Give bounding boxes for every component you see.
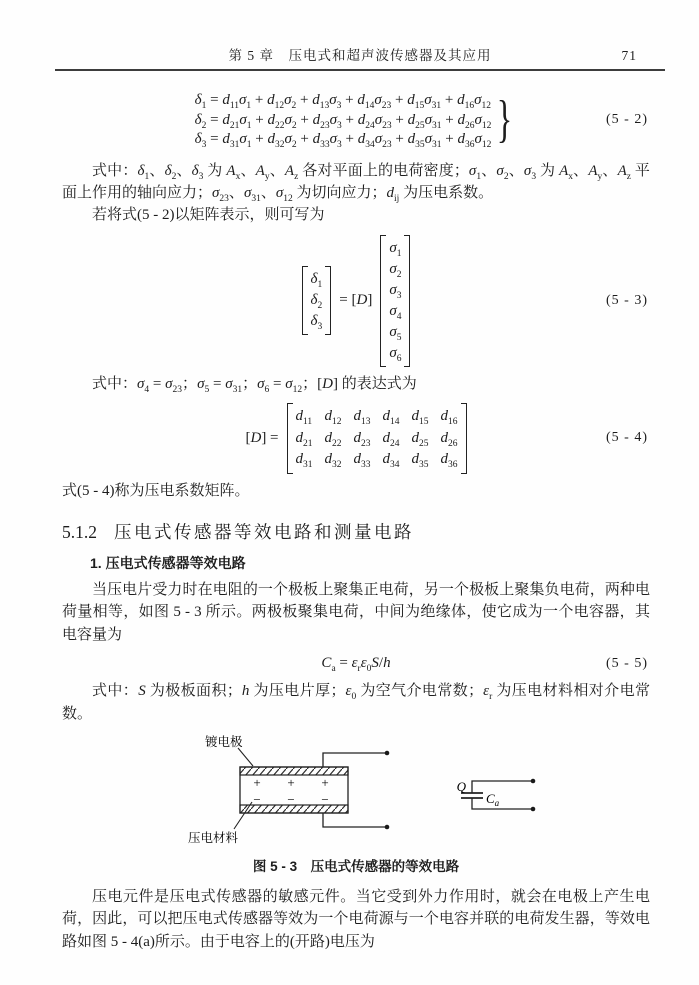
equation-line: $\delta_1 = d_{11}\sigma_1 + d_{12}\sigma_2 + d_{13}\sigma_3 + d_{14}\sigma_{23} + d_{15}\sigma_{31} + d_{16}\sigma_{12}$ xyxy=(194,92,492,111)
section-title: 压电式传感器等效电路和测量电路 xyxy=(114,522,414,543)
vector-entry: $\delta_2$ xyxy=(310,292,323,312)
equation-number: (5 - 3) xyxy=(606,292,648,308)
matrix-cell: $d_{13}$ xyxy=(353,408,371,428)
matrix-cell: $d_{31}$ xyxy=(295,451,313,471)
minus-charge: − xyxy=(253,792,261,808)
system-brace: } xyxy=(497,91,513,149)
sigma-vector xyxy=(380,235,410,367)
terminal-dot xyxy=(385,825,390,830)
plus-charge: + xyxy=(253,775,261,791)
terminal-dot xyxy=(531,779,536,784)
matrix-cell: $d_{15}$ xyxy=(411,408,429,428)
figure-caption: 图 5 - 3 压电式传感器的等效电路 xyxy=(252,859,460,875)
minus-charge: − xyxy=(321,792,329,808)
matrix-cell: $d_{33}$ xyxy=(353,451,371,471)
paragraph-matrix-name: 式(5 - 4)称为压电系数矩阵。 xyxy=(62,482,250,499)
paragraph-sigma-definitions: 式中：$\sigma_4 = \sigma_{23}$；$\sigma_5 = \sigma_{31}$；$\sigma_6 = \sigma_{12}$；[D] 的表达式为 xyxy=(92,375,417,395)
page-content xyxy=(62,91,650,953)
plus-charge: + xyxy=(321,775,329,791)
charge-label: Q xyxy=(456,779,466,795)
matrix-cell: $d_{12}$ xyxy=(324,408,342,428)
equation-5-5 xyxy=(62,655,650,675)
vector-entry: $\sigma_1$ xyxy=(389,239,402,259)
matrix-cell: $d_{34}$ xyxy=(382,451,400,471)
capacitance-label-base: C xyxy=(486,791,495,807)
equation-line: $\delta_3 = d_{31}\sigma_1 + d_{32}\sigma_2 + d_{33}\sigma_3 + d_{34}\sigma_{23} + d_{35}\sigma_{31} + d_{36}\sigma_{12}$ xyxy=(194,131,492,150)
paragraph-matrix-intro: 若将式(5 - 2)以矩阵表示，则可写为 xyxy=(92,207,325,224)
capacitance-formula: $C_a = \varepsilon_r\varepsilon_0S/h$ xyxy=(321,655,391,675)
vector-entry: $\sigma_2$ xyxy=(389,260,402,280)
top-lead-wire xyxy=(323,753,387,767)
electrode-callout-label: 镀电极 xyxy=(205,735,243,750)
paragraph-equivalent-circuit: 压电元件是压电式传感器的敏感元件。当它受到外力作用时，就会在电极上产生电荷，因此，可以把压电式传感器等效为一个电荷源与一个电容并联的电荷发生器，等效电路如图 5 - 4(a)所示。由于电容上的(开路)电压为 xyxy=(62,889,650,950)
matrix-cell: $d_{11}$ xyxy=(295,408,313,428)
equation-5-3 xyxy=(62,235,650,367)
equation-line: $\delta_2 = d_{21}\sigma_1 + d_{22}\sigma_2 + d_{23}\sigma_3 + d_{24}\sigma_{23} + d_{25}\sigma_{31} + d_{26}\sigma_{12}$ xyxy=(194,111,492,131)
section-number: 5.1.2 xyxy=(62,522,97,543)
matrix-cell: $d_{21}$ xyxy=(295,429,313,449)
equation-number: (5 - 2) xyxy=(606,112,648,128)
vector-entry: $\sigma_4$ xyxy=(389,302,402,322)
plus-charge: + xyxy=(287,775,295,791)
capacitor-bottom-wire xyxy=(472,798,533,809)
material-callout-label: 压电材料 xyxy=(188,831,239,846)
page-header xyxy=(55,0,665,71)
d-coefficient-matrix xyxy=(287,403,467,474)
electrode-leader-line xyxy=(238,748,253,766)
vector-entry: $\delta_3$ xyxy=(310,313,323,333)
equation-5-4 xyxy=(62,403,650,474)
terminal-dot xyxy=(385,751,390,756)
figure-5-3-diagram xyxy=(62,729,650,847)
paragraph-charge-accumulation: 当压电片受力时在电阻的一个极板上聚集正电荷，另一个极板上聚集负电荷，两种电荷量相等，如图 5 - 3 所示。两极板聚集电荷，中间为绝缘体，使它成为一个电容器，其电容量为 xyxy=(62,582,650,643)
matrix-cell: $d_{24}$ xyxy=(382,429,400,449)
matrix-cell: $d_{14}$ xyxy=(382,408,400,428)
vector-entry: $\delta_1$ xyxy=(310,271,323,291)
matrix-grid xyxy=(296,406,458,471)
equals-D-operator: = [D] xyxy=(339,292,373,309)
matrix-cell: $d_{25}$ xyxy=(411,429,429,449)
top-electrode-strip xyxy=(240,767,348,775)
matrix-cell: $d_{16}$ xyxy=(440,408,458,428)
capacitance-label xyxy=(486,791,500,808)
paragraph-capacitance-definitions: 式中：S 为极板面积；h 为压电片厚；$\varepsilon_0$ 为空气介电常数；$\varepsilon_r$ 为压电材料相对介电常数。 xyxy=(62,683,650,722)
capacitance-label-subscript: a xyxy=(494,798,500,809)
figure-5-3 xyxy=(62,729,650,875)
matrix-cell: $d_{23}$ xyxy=(353,429,371,449)
bottom-lead-wire xyxy=(323,813,387,827)
matrix-cell: $d_{35}$ xyxy=(411,451,429,471)
equation-5-2 xyxy=(62,91,650,150)
equation-number: (5 - 5) xyxy=(606,655,648,671)
vector-entry: $\sigma_3$ xyxy=(389,281,402,301)
page-number: 71 xyxy=(621,48,637,63)
minus-charge: − xyxy=(287,792,295,808)
matrix-cell: $d_{22}$ xyxy=(324,429,342,449)
matrix-cell: $d_{36}$ xyxy=(440,451,458,471)
paragraph-symbol-definitions: 式中：$\delta_1$、$\delta_2$、$\delta_3$ 为 $A_x$、$A_y$、$A_z$ 各对平面上的电荷密度；$\sigma_1$、$\sigma_2$、$\sigma_3$ 为 $A_x$、$A_y$、$A_z$ 平面上作用的轴向应力；$\sigma_{23}$、$\sigma_{31}$、$\sigma_{12}$ 为切向应力；$d_{ij}$ 为压电系数。 xyxy=(62,162,650,204)
vector-entry: $\sigma_6$ xyxy=(389,344,402,364)
terminal-dot xyxy=(531,807,536,812)
chapter-header-title: 第 5 章 压电式和超声波传感器及其应用 xyxy=(228,48,492,63)
D-matrix-lhs: [D] = xyxy=(245,429,279,446)
delta-vector xyxy=(302,266,332,335)
equation-number: (5 - 4) xyxy=(606,430,648,446)
matrix-cell: $d_{26}$ xyxy=(440,429,458,449)
section-heading-5-1-2 xyxy=(62,519,650,544)
capacitor-top-wire xyxy=(472,781,533,793)
matrix-cell: $d_{32}$ xyxy=(324,451,342,471)
equation-5-2-lines xyxy=(195,91,492,150)
vector-entry: $\sigma_5$ xyxy=(389,323,402,343)
subsection-heading-1: 1. 压电式传感器等效电路 xyxy=(90,555,246,572)
